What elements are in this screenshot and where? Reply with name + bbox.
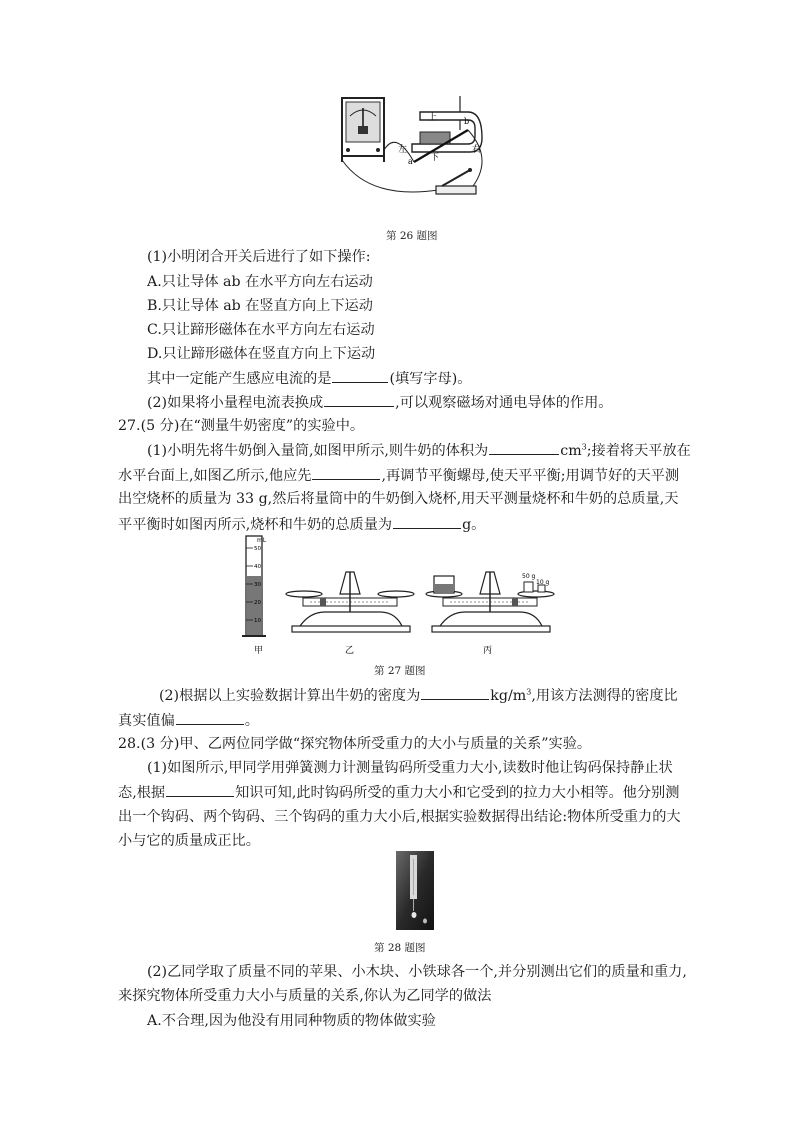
q27-bias-blank[interactable] [176,710,244,725]
q27-line-1 [147,440,691,461]
label-jia: 甲 [254,646,264,656]
label-right: 右 [472,145,482,155]
figure-27-apparatus [240,532,570,657]
q27-line-5 [159,685,678,706]
q27-heading: 27.(5 分)在“测量牛奶密度”的实验中。 [118,418,365,434]
figure-28-caption: 第 28 题图 [374,942,426,954]
q28-line-6: 来探究物体所受重力大小与质量的关系,你认为乙同学的做法 [118,988,492,1004]
q26-part1-prompt: (1)小明闭合开关后进行了如下操作: [147,249,371,265]
q26-option-d: D.只让蹄形磁体在竖直方向上下运动 [147,346,376,362]
q26-part2-line [147,392,613,413]
q28-line-5: (2)乙同学取了质量不同的苹果、小木块、小铁球各一个,并分别测出它们的质量和重力, [147,964,687,980]
q28-line-2-suffix: 知识可知,此时钩码所受的重力大小和它受到的拉力大小相等。他分别测 [235,785,680,801]
q27-mass-blank[interactable] [393,514,461,529]
q26-option-c: C.只让蹄形磁体在水平方向左右运动 [147,322,375,338]
figure-27-caption: 第 27 题图 [374,665,426,677]
q27-volume-blank[interactable] [489,440,559,455]
label-up: 上 [428,113,438,123]
label-left: 左 [398,145,408,155]
balance-yi [286,572,414,632]
q27-line-5-suffix: ,用该方法测得的密度比 [531,688,678,704]
q26-part2-prefix: (2)如果将小量程电流表换成 [147,395,324,411]
cylinder-tick-label: 20 [254,600,261,606]
cylinder-tick-label: 10 [254,618,261,624]
q27-line-6 [118,710,259,731]
label-yi: 乙 [345,646,355,656]
figure-26-caption: 第 26 题图 [386,230,438,242]
q27-volume-unit-sup: 3 [581,442,587,452]
q28-heading: 28.(3 分)甲、乙两位同学做“探究物体所受重力的大小与质量的关系”实验。 [118,736,592,752]
cylinder-tick-label: 30 [254,582,261,588]
q26-answer-prefix: 其中一定能产生感应电流的是 [147,371,332,387]
q28-option-a: A.不合理,因为他没有用同种物质的物体做实验 [147,1013,436,1029]
weight-50g-label: 50 g [522,573,536,580]
q28-line-4: 小与它的质量成正比。 [118,833,260,849]
q27-line-2-prefix: 水平台面上,如图乙所示,他应先 [118,468,312,484]
q27-line-4-suffix: g。 [462,517,486,533]
q27-line-6-prefix: 真实值偏 [118,713,175,729]
cylinder-unit-label: mL [257,537,267,544]
q28-line-1: (1)如图所示,甲同学用弹簧测力计测量钩码所受重力大小,读数时他让钩码保持静止状 [147,760,673,776]
q28-knowledge-blank[interactable] [166,782,234,797]
q27-line-3: 出空烧杯的质量为 33 g,然后将量筒中的牛奶倒入烧杯,用天平测量烧杯和牛奶的总质量,天 [118,491,679,507]
q27-line-2 [118,465,679,486]
q26-part2-blank[interactable] [324,392,394,407]
q26-option-a: A.只让导体 ab 在水平方向左右运动 [147,274,373,290]
q27-line-1-suffix: ;接着将天平放在 [586,443,691,459]
cylinder-tick-label: 40 [254,564,261,570]
q27-line-4-prefix: 平平衡时如图丙所示,烧杯和牛奶的总质量为 [118,517,393,533]
q26-option-b: B.只让导体 ab 在竖直方向上下运动 [147,298,373,314]
figure-28-spring-scale-photo [396,851,434,930]
label-down: 下 [430,153,440,163]
q27-line-6-suffix: 。 [244,713,259,729]
q27-volume-unit: cm [560,443,582,459]
q27-density-blank[interactable] [421,685,489,700]
label-a: a [408,157,413,166]
q26-answer-line [147,368,471,389]
q26-answer-blank[interactable] [332,368,388,383]
q27-density-unit-sup: 3 [526,687,532,697]
q27-line-5-prefix: (2)根据以上实验数据计算出牛奶的密度为 [159,688,421,704]
q27-line-2-suffix: ,再调节平衡螺母,使天平平衡;用调节好的天平测 [381,468,680,484]
q28-line-2 [118,782,679,803]
weight-10g-label: 10 g [536,579,550,586]
label-bing: 丙 [483,646,493,656]
label-b: b [464,117,470,126]
q28-line-2-prefix: 态,根据 [118,785,166,801]
cylinder-tick-label: 50 [254,546,261,552]
q28-line-3: 出一个钩码、两个钩码、三个钩码的重力大小后,根据实验数据得出结论:物体所受重力的大 [118,809,681,825]
q26-part2-suffix: ,可以观察磁场对通电导体的作用。 [395,395,613,411]
figure-26-circuit-diagram [330,90,490,215]
q27-line-1-prefix: (1)小明先将牛奶倒入量筒,如图甲所示,则牛奶的体积为 [147,443,489,459]
balance-bing [426,572,554,632]
q27-density-unit: kg/m [490,688,527,704]
q26-answer-suffix: (填写字母)。 [389,371,472,387]
q27-step-blank[interactable] [312,465,380,480]
